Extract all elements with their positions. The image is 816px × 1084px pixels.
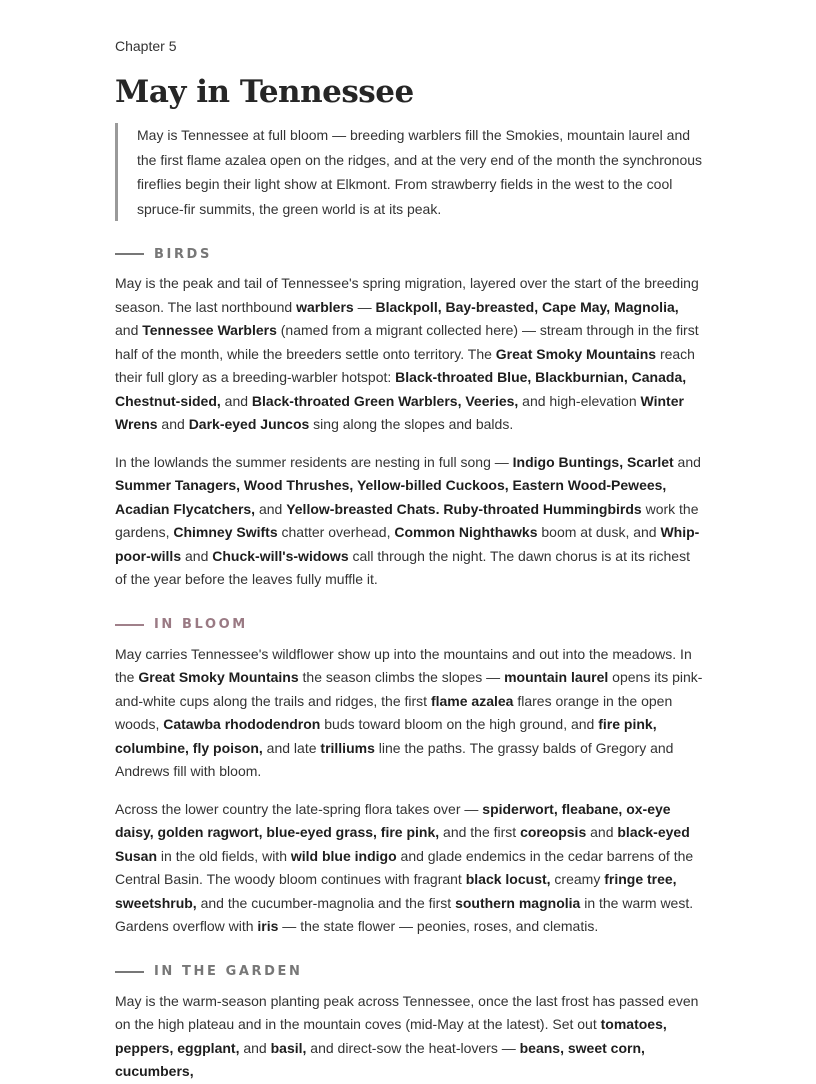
sections-container bbox=[115, 245, 705, 1084]
emphasis: wild blue indigo bbox=[290, 847, 397, 864]
emphasis: Great Smoky Mountains bbox=[138, 669, 299, 685]
paragraph: Across the lower country the late-spring flora takes over — spiderwort, fleabane, ox-eye daisy, golden ragwort, blue-eyed grass, fire pink, and the first coreopsis and black-eyed Susan in the old fields, with wild blue indigo and glade endemics in the cedar barrens of the Central Basin. The woody bloom continues with fragrant black locust, creamy fringe tree, sweetshrub, and the cucumber-magnolia and the first southern magnolia in the warm west. Gardens overflow with iris — the state flower — peonies, roses, and clematis. bbox=[115, 800, 694, 934]
emphasis: southern magnolia bbox=[455, 894, 581, 911]
emphasis: warblers bbox=[296, 298, 354, 315]
emphasis: Yellow-breasted Chats. Ruby-throated Hummingbirds bbox=[286, 500, 642, 517]
emphasis: Catawba rhododendron bbox=[163, 716, 321, 732]
paragraph: May is the peak and tail of Tennessee's spring migration, layered over the start of the breeding season. The last northbound warblers — Blackpoll, Bay-breasted, Cape May, Magnolia, and Tennessee Warblers (named from a migrant collected here) — stream through in the first half of the month, while the breeders settle onto territory. The Great Smoky Mountains reach their full glory as a breeding-warbler hotspot: Black-throated Blue, Blackburnian, Canada, Chestnut-sided, and Black-throated Green Warblers, Veeries, and high-elevation Winter Wrens and Dark-eyed Juncos sing along the slopes and balds. bbox=[115, 275, 699, 432]
emphasis: flame azalea bbox=[430, 692, 514, 709]
emphasis: basil, bbox=[270, 1039, 307, 1056]
emphasis: trilliums bbox=[320, 739, 375, 756]
section-in-bloom bbox=[115, 616, 705, 939]
emphasis: Dark-eyed Juncos bbox=[188, 416, 310, 432]
heading-rule bbox=[115, 624, 144, 626]
emphasis: Tennessee Warblers bbox=[142, 322, 277, 338]
emphasis: spiderwort, fleabane, ox-eye daisy, golden ragwort, blue-eyed grass, fire pink, bbox=[115, 800, 671, 840]
paragraph: May carries Tennessee's wildflower show up into the mountains and out into the meadows. In the Great Smoky Mountains the season climbs the slopes — mountain laurel opens its pink-and-white cups along the trails and ridges, the first flame azalea flares orange in the open woods, Catawba rhododendron buds toward bloom on the high ground, and fire pink, columbine, fly poison, and late trilliums line the paths. The grassy balds of Gregory and Andrews fill with bloom. bbox=[115, 645, 703, 779]
section-heading-label: IN BLOOM bbox=[154, 617, 248, 632]
section-heading bbox=[115, 616, 705, 634]
emphasis: coreopsis bbox=[520, 824, 587, 840]
section-heading bbox=[115, 963, 705, 981]
emphasis: Black-throated Blue, Blackburnian, Canada, Chestnut-sided, bbox=[115, 369, 687, 409]
emphasis: Common Nighthawks bbox=[394, 524, 538, 540]
emphasis: Blackpoll, Bay-breasted, Cape May, Magnolia, bbox=[375, 298, 679, 315]
emphasis: black locust, bbox=[465, 871, 551, 887]
emphasis: Indigo Buntings, Scarlet bbox=[512, 453, 674, 470]
chapter-label: Chapter 5 bbox=[115, 38, 177, 54]
emphasis: iris bbox=[257, 918, 279, 934]
section-birds bbox=[115, 245, 705, 592]
emphasis: Winter Wrens bbox=[115, 392, 684, 432]
emphasis: black-eyed Susan bbox=[115, 824, 690, 864]
intro-blockquote: May is Tennessee at full bloom — breeding warblers fill the Smokies, mountain laurel and the first flame azalea open on the ridges, and at the very end of the month the synchronous fireflies begin their light show at Elkmont. From strawberry fields in the west to the cool spruce-fir summits, the green world is at its peak. bbox=[115, 123, 705, 221]
emphasis: tomatoes, peppers, eggplant, bbox=[115, 1016, 667, 1056]
emphasis: fire pink, columbine, fly poison, bbox=[115, 716, 657, 756]
section-heading-label: IN THE GARDEN bbox=[154, 964, 303, 979]
page-title: May in Tennessee bbox=[115, 74, 414, 110]
emphasis: Great Smoky Mountains bbox=[495, 345, 657, 362]
emphasis: Whip-poor-wills bbox=[115, 524, 700, 564]
paragraph: May is the warm-season planting peak across Tennessee, once the last frost has passed even on the high plateau and in the mountain coves (mid-May at the latest). Set out tomatoes, peppers, eggplant, and basil, and direct-sow the heat-lovers — beans, sweet corn, cucumbers, bbox=[115, 992, 699, 1079]
page bbox=[115, 36, 705, 1084]
emphasis: Chimney Swifts bbox=[173, 524, 278, 540]
section-heading-label: BIRDS bbox=[154, 246, 212, 262]
section-heading bbox=[115, 245, 705, 263]
heading-rule bbox=[115, 971, 144, 973]
emphasis: fringe tree, sweetshrub, bbox=[115, 871, 677, 911]
section-in-the-garden bbox=[115, 963, 705, 1084]
emphasis: mountain laurel bbox=[504, 669, 609, 685]
paragraph: In the lowlands the summer residents are nesting in full song — Indigo Buntings, Scarlet and Summer Tanagers, Wood Thrushes, Yellow-billed Cuckoos, Eastern Wood-Pewees, Acadian Flycatchers, and Yellow-breasted Chats. Ruby-throated Hummingbirds work the gardens, Chimney Swifts chatter overhead, Common Nighthawks boom at dusk, and Whip-poor-wills and Chuck-will's-widows call through the night. The dawn chorus is at its richest of the year before the leaves fully muffle it. bbox=[115, 453, 701, 587]
emphasis: Black-throated Green Warblers, Veeries, bbox=[251, 392, 519, 409]
emphasis: Chuck-will's-widows bbox=[212, 547, 349, 564]
emphasis: Summer Tanagers, Wood Thrushes, Yellow-billed Cuckoos, Eastern Wood-Pewees, Acadian Flycatchers, bbox=[115, 477, 667, 517]
heading-rule bbox=[115, 253, 144, 255]
emphasis: beans, sweet corn, cucumbers, bbox=[115, 1039, 645, 1079]
